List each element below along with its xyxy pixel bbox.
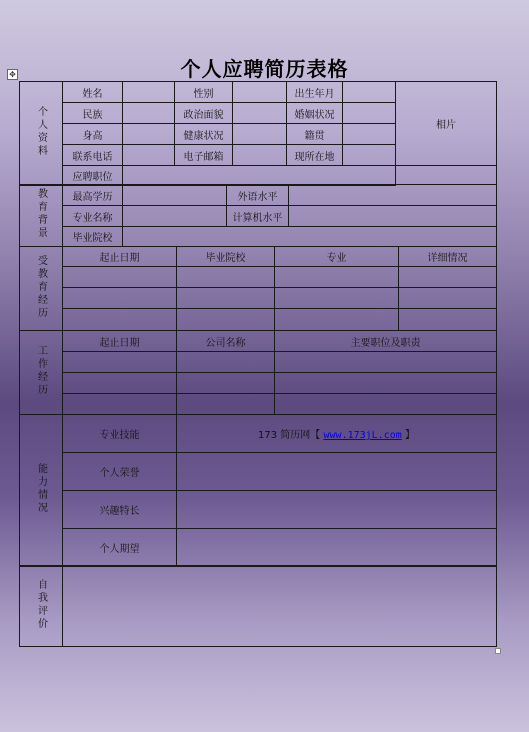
value-degree[interactable] <box>123 185 227 206</box>
value-computer[interactable] <box>289 206 497 227</box>
education-history-table <box>19 246 497 331</box>
education-table <box>19 184 497 247</box>
section-label-abilities: 能力情况 <box>20 415 63 567</box>
value-ethnic[interactable] <box>123 103 175 124</box>
work-cell[interactable] <box>177 352 275 373</box>
value-marital[interactable] <box>343 103 396 124</box>
work-cell[interactable] <box>63 352 177 373</box>
value-expect[interactable] <box>177 529 497 567</box>
header-work-company: 公司名称 <box>177 331 275 352</box>
label-height: 身高 <box>63 124 123 145</box>
section-label-work: 工作经历 <box>20 331 63 415</box>
edu-cell[interactable] <box>399 267 497 288</box>
site-link[interactable]: www.173jL.com <box>323 430 402 441</box>
value-health[interactable] <box>233 124 287 145</box>
value-gender[interactable] <box>233 82 287 103</box>
header-edu-major: 专业 <box>275 247 399 267</box>
label-hobbies: 兴趣特长 <box>63 491 177 529</box>
value-school[interactable] <box>123 227 497 247</box>
value-hobbies[interactable] <box>177 491 497 529</box>
edu-cell[interactable] <box>63 309 177 331</box>
label-health: 健康状况 <box>175 124 233 145</box>
label-email: 电子邮箱 <box>175 145 233 166</box>
value-origin[interactable] <box>343 124 396 145</box>
section-label-education: 教育背景 <box>20 185 63 247</box>
edu-cell[interactable] <box>275 288 399 309</box>
label-politics: 政治面貌 <box>175 103 233 124</box>
label-address: 现所在地 <box>287 145 343 166</box>
label-phone: 联系电话 <box>63 145 123 166</box>
edu-cell[interactable] <box>177 309 275 331</box>
header-edu-dates: 起止日期 <box>63 247 177 267</box>
work-cell[interactable] <box>63 394 177 415</box>
section-label-personal: 个人资料 <box>20 82 63 186</box>
work-cell[interactable] <box>177 373 275 394</box>
value-name[interactable] <box>123 82 175 103</box>
edu-cell[interactable] <box>399 288 497 309</box>
label-marital: 婚姻状况 <box>287 103 343 124</box>
value-phone[interactable] <box>123 145 175 166</box>
site-suffix: 】 <box>404 430 415 441</box>
edu-cell[interactable] <box>177 267 275 288</box>
label-birth: 出生年月 <box>287 82 343 103</box>
value-skills[interactable] <box>177 415 497 453</box>
label-gender: 性别 <box>175 82 233 103</box>
edu-cell[interactable] <box>63 267 177 288</box>
label-expect: 个人期望 <box>63 529 177 567</box>
work-cell[interactable] <box>177 394 275 415</box>
label-computer: 计算机水平 <box>227 206 289 227</box>
value-major[interactable] <box>123 206 227 227</box>
value-self-evaluation[interactable] <box>63 566 497 647</box>
table-resize-handle[interactable] <box>495 648 501 654</box>
label-degree: 最高学历 <box>63 185 123 206</box>
value-birth[interactable] <box>343 82 396 103</box>
label-origin: 籍贯 <box>287 124 343 145</box>
label-honors: 个人荣誉 <box>63 453 177 491</box>
personal-info-table <box>19 81 497 186</box>
header-edu-details: 详细情况 <box>399 247 497 267</box>
abilities-table <box>19 414 497 567</box>
value-language[interactable] <box>289 185 497 206</box>
label-school: 毕业院校 <box>63 227 123 247</box>
edu-cell[interactable] <box>177 288 275 309</box>
header-work-duties: 主要职位及职责 <box>275 331 497 352</box>
edu-cell[interactable] <box>275 267 399 288</box>
label-ethnic: 民族 <box>63 103 123 124</box>
value-address[interactable] <box>343 145 396 166</box>
section-label-edu-history: 受教育经历 <box>20 247 63 331</box>
work-cell[interactable] <box>275 352 497 373</box>
header-work-dates: 起止日期 <box>63 331 177 352</box>
edu-cell[interactable] <box>275 309 399 331</box>
section-label-self: 自我评价 <box>20 566 63 647</box>
page-title: 个人应聘简历表格 <box>180 57 349 81</box>
edu-cell[interactable] <box>399 309 497 331</box>
label-position: 应聘职位 <box>63 166 123 186</box>
work-cell[interactable] <box>275 373 497 394</box>
edu-cell[interactable] <box>63 288 177 309</box>
self-evaluation-table <box>19 565 497 647</box>
work-cell[interactable] <box>275 394 497 415</box>
label-name: 姓名 <box>63 82 123 103</box>
label-skills: 专业技能 <box>63 415 177 453</box>
header-edu-school: 毕业院校 <box>177 247 275 267</box>
value-height[interactable] <box>123 124 175 145</box>
work-experience-table <box>19 330 497 415</box>
site-prefix: 173 简历网【 <box>258 430 321 441</box>
work-cell[interactable] <box>63 373 177 394</box>
value-email[interactable] <box>233 145 287 166</box>
table-move-handle-icon[interactable]: ✥ <box>7 69 18 80</box>
value-politics[interactable] <box>233 103 287 124</box>
value-position[interactable] <box>123 166 396 186</box>
photo-cell[interactable]: 相片 <box>396 82 497 166</box>
value-honors[interactable] <box>177 453 497 491</box>
label-language: 外语水平 <box>227 185 289 206</box>
label-major: 专业名称 <box>63 206 123 227</box>
